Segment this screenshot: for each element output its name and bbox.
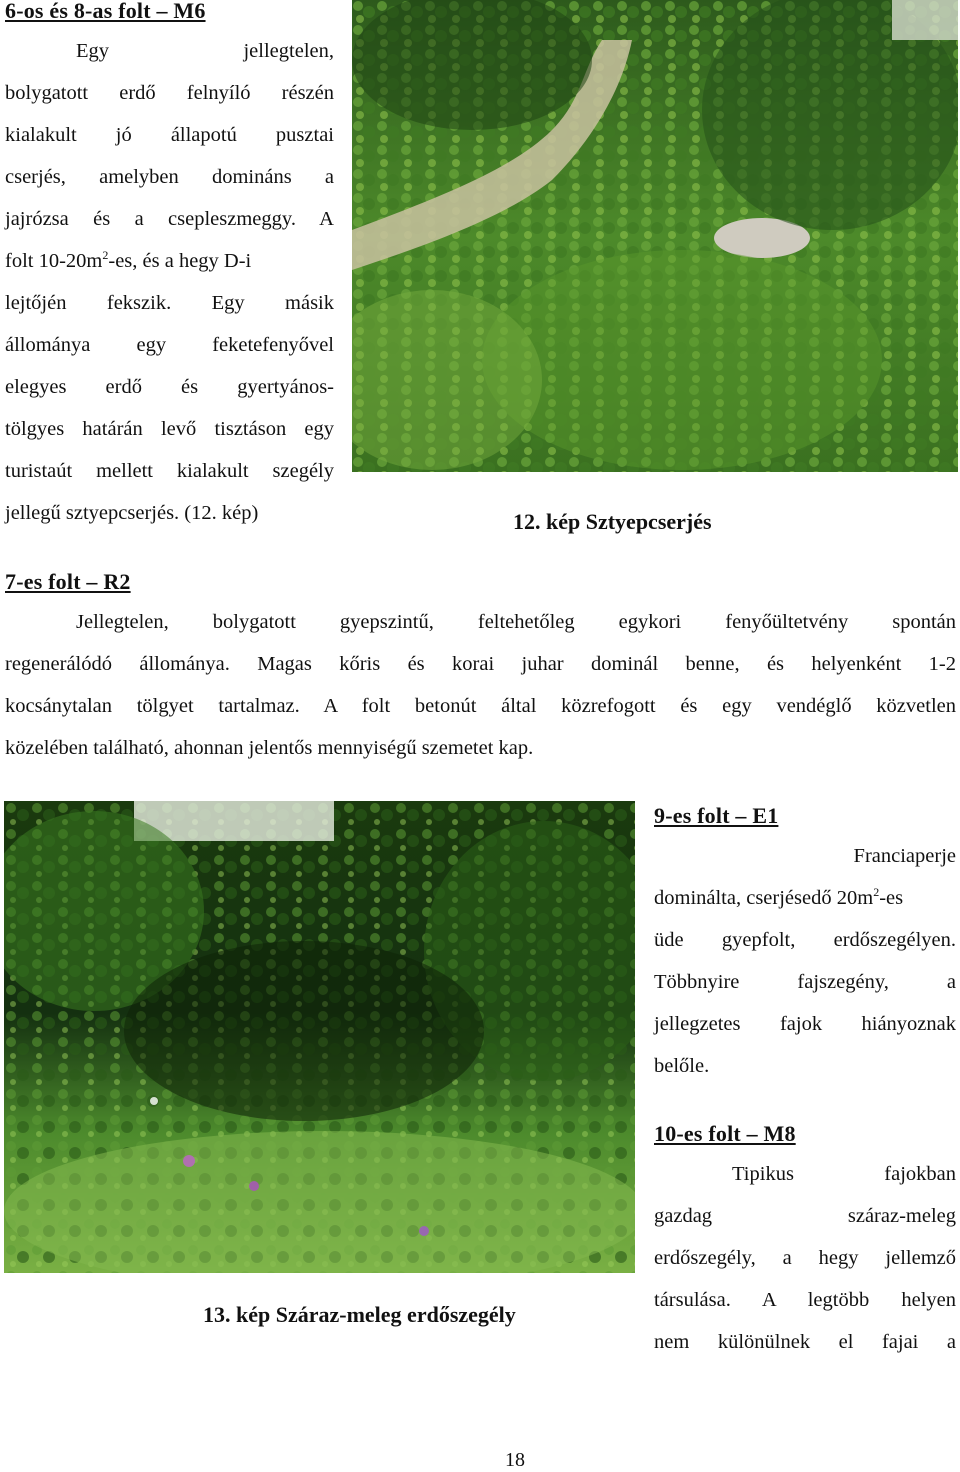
paragraph-line: erdőszegély, a hegy jellemző	[654, 1247, 956, 1269]
paragraph-line: cserjés, amelyben domináns a	[5, 166, 334, 188]
figure-13-caption: 13. kép Száraz-meleg erdőszegély	[203, 1302, 516, 1327]
figure-13-photo	[4, 801, 635, 1273]
paragraph-line: tölgyes határán levő tisztáson egy	[5, 418, 334, 440]
paragraph-line: jellegű sztyepcserjés. (12. kép)	[5, 502, 259, 524]
paragraph-fragment: dominálta, cserjésedő 20m	[654, 887, 874, 909]
paragraph-line: közelében található, ahonnan jelentős mennyiségű szemetet kap.	[5, 737, 534, 759]
paragraph-line: lejtőjén fekszik. Egy másik	[5, 292, 334, 314]
paragraph-line: Jellegtelen, bolygatott gyepszintű, feltehetőleg egykori fenyőültetvény spontán	[76, 611, 956, 633]
section-heading-e1: 9-es folt – E1	[654, 803, 779, 828]
superscript: 2	[873, 885, 880, 900]
paragraph-line: kocsánytalan tölgyet tartalmaz. A folt betonút által közrefogott és egy vendéglő közvetlen	[5, 695, 956, 717]
paragraph-line: jajrózsa és a csepleszmeggy. A	[5, 208, 334, 230]
paragraph-line: Egy jellegtelen,	[76, 40, 334, 62]
paragraph-line: bolygatott erdő felnyíló részén	[5, 82, 334, 104]
paragraph-line: üde gyepfolt, erdőszegélyen.	[654, 929, 956, 951]
paragraph-line: Többnyire fajszegény, a	[654, 971, 956, 993]
paragraph-line	[654, 887, 956, 910]
figure-12-photo	[352, 0, 958, 472]
paragraph-line: jellegzetes fajok hiányoznak	[654, 1013, 956, 1035]
section-heading-m8: 10-es folt – M8	[654, 1121, 796, 1146]
superscript: 2	[102, 248, 109, 263]
forest-edge-photo-illustration	[4, 801, 635, 1273]
shrubland-photo-illustration	[352, 0, 958, 472]
paragraph-line: belőle.	[654, 1055, 710, 1077]
paragraph-line: társulása. A legtöbb helyen	[654, 1289, 956, 1311]
paragraph-line	[5, 250, 334, 273]
figure-12-caption: 12. kép Sztyepcserjés	[513, 509, 712, 534]
section-heading-m6: 6-os és 8-as folt – M6	[5, 0, 206, 23]
paragraph-line: Franciaperje	[853, 845, 956, 867]
page-number: 18	[505, 1449, 525, 1471]
paragraph-line: elegyes erdő és gyertyános-	[5, 376, 334, 398]
paragraph-line: Tipikus fajokban	[732, 1163, 956, 1185]
paragraph-fragment: folt 10-20m	[5, 250, 103, 272]
paragraph-line: gazdag száraz-meleg	[654, 1205, 956, 1227]
section-heading-r2: 7-es folt – R2	[5, 569, 131, 594]
paragraph-fragment: -es, és a hegy D-i	[108, 250, 252, 272]
paragraph-line: regenerálódó állománya. Magas kőris és korai juhar dominál benne, és helyenként 1-2	[5, 653, 956, 675]
paragraph-line: állománya egy feketefenyővel	[5, 334, 334, 356]
paragraph-line: turistaút mellett kialakult szegély	[5, 460, 334, 482]
paragraph-fragment: -es	[879, 887, 904, 909]
paragraph-line: nem különülnek el fajai a	[654, 1331, 956, 1353]
paragraph-line: kialakult jó állapotú pusztai	[5, 124, 334, 146]
